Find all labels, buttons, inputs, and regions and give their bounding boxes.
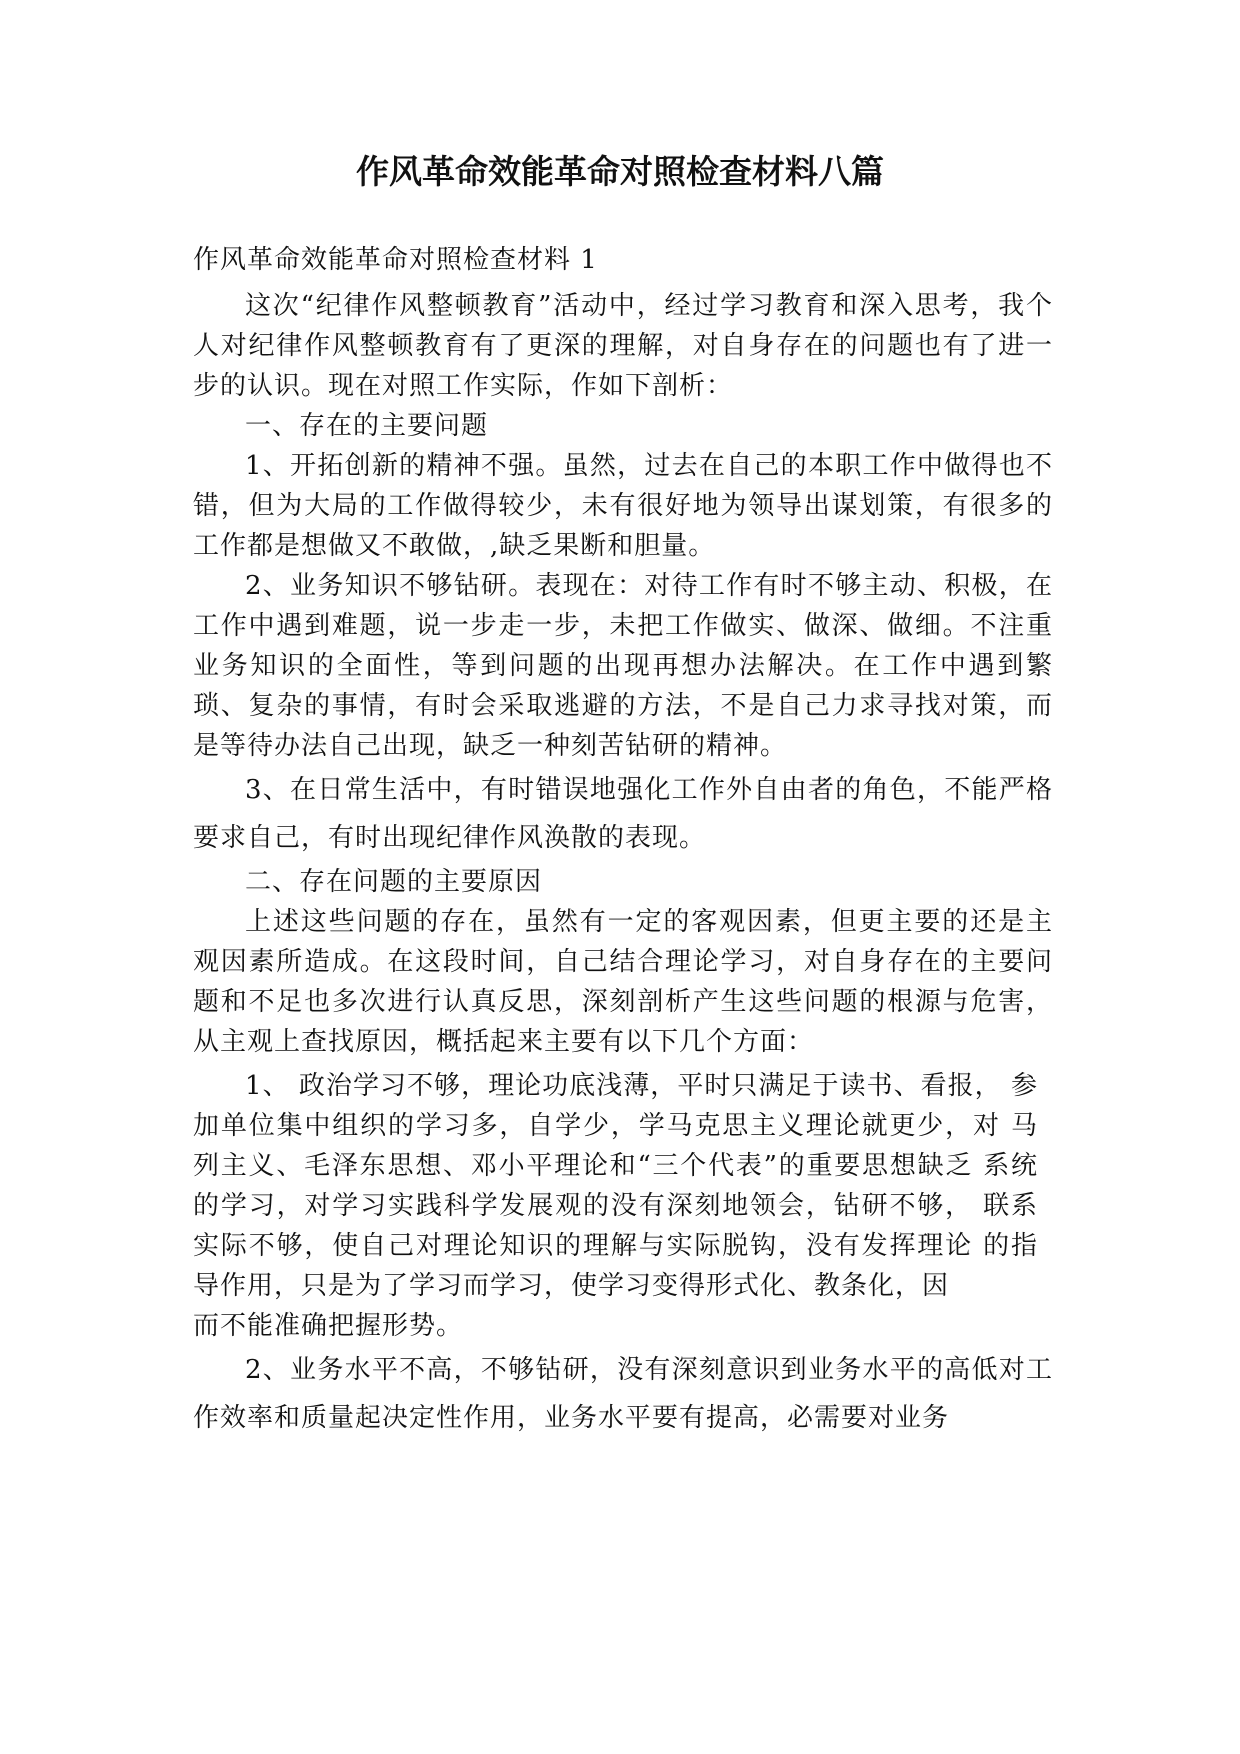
paragraph-problem-1: 1、开拓创新的精神不强。虽然，过去在自己的本职工作中做得也不错，但为大局的工作做得较少，未有很好地为领导出谋划策，有很多的工作都是想做又不敢做，,缺乏果断和胆量。 <box>193 451 1053 561</box>
document-title: 作风革命效能革命对照检查材料八篇 <box>356 152 884 191</box>
document-body <box>193 240 1053 1442</box>
paragraph-problem-3: 3、在日常生活中，有时错误地强化工作外自由者的角色，不能严格要求自己，有时出现纪律作风涣散的表现。 <box>193 775 1053 853</box>
heading-main-causes: 二、存在问题的主要原因 <box>245 867 543 897</box>
paragraph-problem-2: 2、业务知识不够钻研。表现在：对待工作有时不够主动、积极，在工作中遇到难题，说一步走一步，未把工作做实、做深、做细。不注重业务知识的全面性，等到问题的出现再想办法解决。在工作中遇到繁琐、复杂的事情，有时会采取逃避的方法，不是自己力求寻找对策，而是等待办法自己出现，缺乏一种刻苦钻研的精神。 <box>193 571 1053 761</box>
section-subtitle: 作风革命效能革命对照检查材料 1 <box>193 245 598 275</box>
paragraph-causes-intro: 上述这些问题的存在，虽然有一定的客观因素，但更主要的还是主观因素所造成。在这段时间，自己结合理论学习，对自身存在的主要问题和不足也多次进行认真反思，深刻剖析产生这些问题的根源与危害，从主观上查找原因，概括起来主要有以下几个方面： <box>193 907 1053 1057</box>
paragraph-cause-1: 1、 政治学习不够，理论功底浅薄，平时只满足于读书、看报， 参加单位集中组织的学习多，自学少，学马克思主义理论就更少，对 马列主义、毛泽东思想、邓小平理论和“三个代表”的重要思想缺乏 系统的学习，对学习实践科学发展观的没有深刻地领会，钻研不够， 联系实际不够，使自己对理论知识的理解与实际脱钩，没有发挥理论 的指导作用，只是为了学习而学习，使学习变得形式化、教条化，因 <box>193 1071 1038 1301</box>
paragraph-cause-2: 2、业务水平不高，不够钻研，没有深刻意识到业务水平的高低对工作效率和质量起决定性作用，业务水平要有提高，必需要对业务 <box>193 1355 1053 1433</box>
heading-main-problems: 一、存在的主要问题 <box>245 411 489 441</box>
paragraph-cause-1-tail: 而不能准确把握形势。 <box>193 1311 464 1341</box>
paragraph-intro: 这次“纪律作风整顿教育”活动中，经过学习教育和深入思考，我个人对纪律作风整顿教育有了更深的理解，对自身存在的问题也有了进一步的认识。现在对照工作实际，作如下剖析： <box>193 291 1053 401</box>
